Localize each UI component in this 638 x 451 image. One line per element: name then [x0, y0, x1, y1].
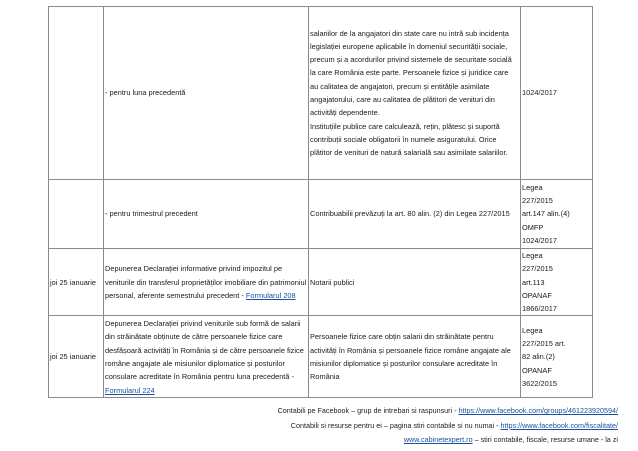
legal-line: OPANAF [522, 290, 552, 300]
subjects-line: precum și a acordurilor privind sistemele de securitate socială [310, 55, 512, 65]
date-cell [49, 7, 104, 180]
subjects-line: activități dependente. [310, 108, 380, 118]
subjects-line: contribuții sociale obligatorii în numele asiguratului. Orice [310, 134, 497, 144]
legal-line: 1024/2017 [522, 88, 557, 98]
subjects-line: România [310, 372, 340, 382]
table-row [49, 7, 593, 180]
obligation-line: desfășoară activități în România și de către persoanele fizice [105, 345, 304, 355]
subjects-line: misiunilor diplomatice și posturilor consulare acreditate în [310, 358, 498, 368]
obligation-line: române angajate ale misiunilor diplomatice și posturilor [105, 358, 285, 368]
legal-line: Legea [522, 182, 543, 192]
obligation-cell: - pentru luna precedentă [104, 7, 309, 180]
footer-line-facebook-group [278, 404, 618, 419]
date-cell: joi 25 ianuarie [49, 316, 104, 398]
legal-line: OPANAF [522, 365, 552, 375]
legal-line: 227/2015 [522, 196, 553, 206]
form-link[interactable]: Formularul 224 [105, 385, 155, 395]
table-row [49, 316, 593, 398]
obligation-text: personal, aferente semestrului precedent - [105, 290, 246, 300]
obligation-line: Depunerea Declarației informative privind impozitul pe [105, 264, 283, 274]
legal-line: 227/2015 [522, 264, 553, 274]
footer-text: Contabili pe Facebook – grup de intrebari si raspunsuri - [277, 406, 459, 415]
legal-line: art.113 [522, 277, 545, 287]
legal-line: 227/2015 art. [522, 339, 566, 349]
obligation-cell [104, 316, 309, 398]
footer-text: Contabili si resurse pentru ei – pagina stiri contabile si nu numai - [290, 420, 501, 430]
legal-line: OMFP [522, 222, 544, 232]
legal-basis-cell [521, 249, 593, 316]
table-row [49, 249, 593, 316]
facebook-group-link[interactable]: https://www.facebook.com/groups/461223920594/ [458, 406, 618, 415]
legal-basis-cell [521, 180, 593, 249]
subjects-line: salariilor de la angajatori din state care nu intră sub incidența [310, 28, 509, 38]
facebook-page-link[interactable]: https://www.facebook.com/fiscalitate/ [500, 420, 618, 430]
legal-line: Legea [522, 325, 543, 335]
table-row [49, 180, 593, 249]
page-footer [278, 404, 618, 448]
form-link[interactable]: Formularul 208 [245, 290, 296, 300]
legal-line: 82 alin.(2) [522, 352, 555, 362]
subjects-line: au calitatea de angajatori, precum și entitățile asimilate [310, 81, 490, 91]
legal-line: 1866/2017 [522, 304, 557, 314]
legal-basis-cell [521, 316, 593, 398]
subjects-line: Notarii publici [310, 277, 355, 287]
legal-line: art.147 alin.(4) [522, 209, 570, 219]
subjects-line: legislației europene aplicabile în domeniul securității sociale, [310, 41, 508, 51]
subjects-line: plătitor de venituri de natură salarială sau asimilate salariilor. [310, 148, 508, 158]
obligation-line: Depunerea Declarației privind veniturile sub formă de salarii [105, 319, 301, 329]
legal-line: Legea [522, 251, 543, 260]
subjects-line: angajatorului, care au calitatea de plătitori de venituri din [310, 95, 495, 104]
footer-line-website [278, 433, 618, 448]
footer-text: – stiri contabile, fiscale, resurse umane - la zi [472, 435, 618, 444]
calendar-table [48, 6, 593, 398]
date-cell [49, 180, 104, 249]
obligation-line: consulare acreditate în România pentru luna precedentă - [105, 372, 294, 382]
obligation-line: veniturile din transferul proprietăților imobiliare din patrimoniul [105, 277, 307, 287]
subjects-cell [309, 7, 521, 180]
subjects-line: Persoanele fizice care obțin salarii din străinătate pentru [310, 332, 494, 342]
subjects-line: Contribuabilii prevăzuți la art. 80 alin. (2) din Legea 227/2015 [310, 209, 510, 219]
subjects-cell [309, 316, 521, 398]
legal-line: 1024/2017 [522, 235, 557, 245]
website-link[interactable]: www.cabinetexpert.ro [403, 435, 473, 444]
obligation-line [105, 384, 307, 397]
obligation-cell [104, 249, 309, 316]
subjects-line: activități în România și persoanele fizice române angajate ale [310, 345, 511, 355]
subjects-cell [309, 180, 521, 249]
legal-basis-cell [521, 7, 593, 180]
obligation-line: din străinătate obținute de către persoanele fizice care [105, 332, 283, 342]
legal-line: 3622/2015 [522, 378, 557, 388]
footer-line-facebook-page [278, 419, 618, 434]
date-cell: joi 25 ianuarie [49, 249, 104, 316]
subjects-line: la care România este parte. Persoanele fizice și juridice care [310, 68, 509, 78]
obligation-cell: - pentru trimestrul precedent [104, 180, 309, 249]
subjects-line: Instituțiile publice care calculează, rețin, plătesc și suportă [310, 121, 500, 131]
subjects-cell [309, 249, 521, 316]
obligation-line [105, 289, 307, 302]
